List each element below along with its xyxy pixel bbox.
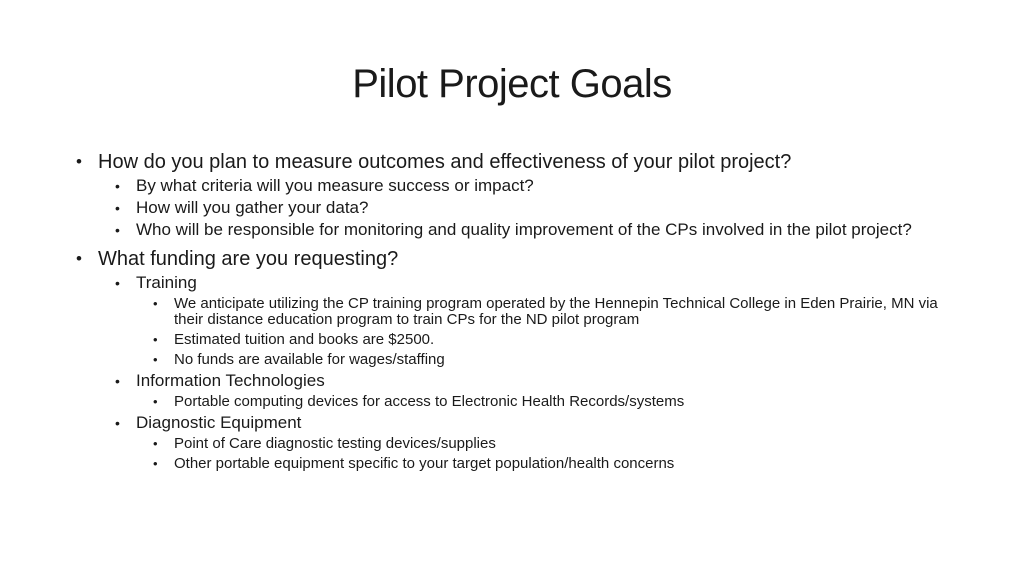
sub-sub-bullet-item [151,436,954,452]
bullet-icon: • [153,332,158,347]
sub-bullet-item [113,177,954,195]
sub-bullet-text: Who will be responsible for monitoring and quality improvement of the CPs involved in the pilot project? [136,220,912,239]
sub-bullet-item-training [113,274,954,368]
bullet-icon: • [115,415,120,431]
bullet-icon: • [153,394,158,409]
slide-content [74,150,954,480]
sub-sub-bullet-list [151,394,954,410]
bullet-item-funding [74,247,954,472]
bullet-text: How do you plan to measure outcomes and effectiveness of your pilot project? [98,151,792,173]
sub-sub-bullet-item [151,352,954,368]
sub-sub-bullet-text: Estimated tuition and books are $2500. [174,331,435,348]
sub-sub-bullet-item [151,296,954,328]
sub-sub-bullet-text: No funds are available for wages/staffing [174,351,445,368]
sub-bullet-item-it [113,372,954,410]
bullet-text: What funding are you requesting? [98,248,399,270]
sub-sub-bullet-item [151,394,954,410]
sub-sub-bullet-item [151,332,954,348]
sub-bullet-item [113,199,954,217]
sub-sub-bullet-text: Point of Care diagnostic testing devices/supplies [174,435,496,452]
bullet-icon: • [115,178,120,194]
bullet-icon: • [76,152,82,171]
sub-bullet-text: By what criteria will you measure success or impact? [136,176,534,195]
sub-bullet-list [113,274,954,472]
bullet-icon: • [115,222,120,238]
bullet-icon: • [115,275,120,291]
slide-title: Pilot Project Goals [352,62,672,106]
sub-bullet-list [113,177,954,239]
sub-bullet-text: Training [136,273,197,292]
sub-bullet-text: Diagnostic Equipment [136,413,302,432]
sub-sub-bullet-list [151,436,954,472]
sub-bullet-text: How will you gather your data? [136,198,369,217]
bullet-icon: • [153,296,158,311]
sub-sub-bullet-list [151,296,954,368]
bullet-icon: • [115,373,120,389]
bullet-icon: • [153,352,158,367]
sub-bullet-item-diagnostic [113,414,954,472]
bullet-icon: • [115,200,120,216]
sub-sub-bullet-item [151,456,954,472]
sub-sub-bullet-text: Other portable equipment specific to your target population/health concerns [174,455,675,472]
sub-sub-bullet-text: We anticipate utilizing the CP training program operated by the Hennepin Technical College in Eden Prairie, MN via their distance education program to train CPs for the ND pilot program [174,295,938,328]
bullet-icon: • [153,436,158,451]
bullet-icon: • [153,456,158,471]
bullet-list [74,150,954,472]
bullet-item-outcomes [74,150,954,239]
sub-bullet-item [113,221,954,239]
bullet-icon: • [76,249,82,268]
sub-bullet-text: Information Technologies [136,371,325,390]
sub-sub-bullet-text: Portable computing devices for access to Electronic Health Records/systems [174,393,685,410]
